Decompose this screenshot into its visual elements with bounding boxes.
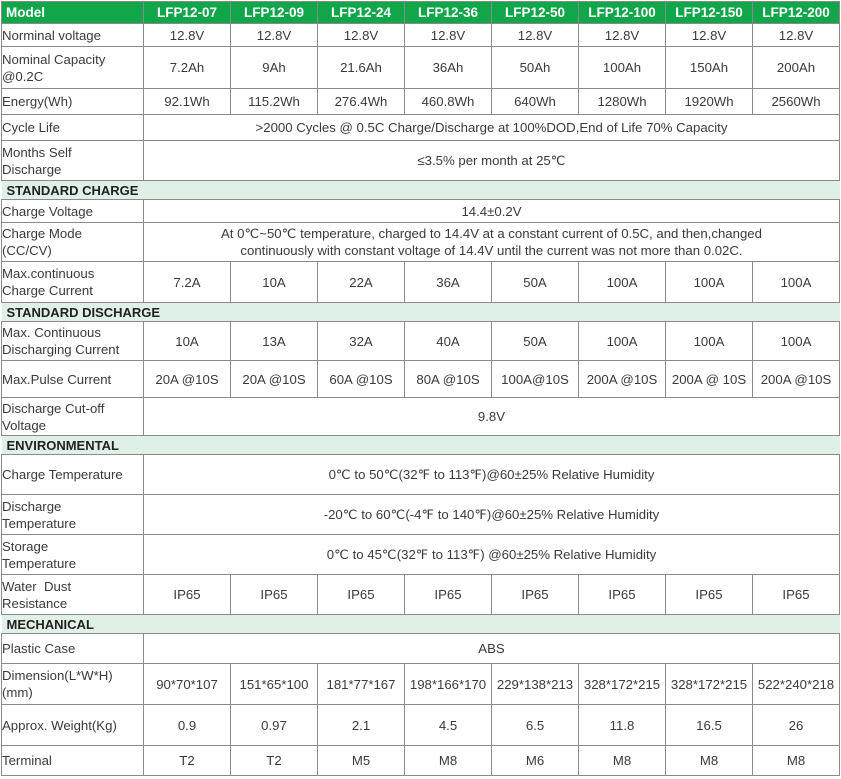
row-max-pulse-current	[2, 361, 840, 398]
cell-value: 21.6Ah	[318, 47, 405, 89]
row-charge-voltage	[2, 200, 840, 223]
cell-value-span: ≤3.5% per month at 25℃	[144, 141, 840, 181]
row-label	[2, 141, 144, 181]
cell-value: 200A @ 10S	[666, 361, 753, 398]
cell-value: 6.5	[492, 705, 579, 746]
row-label-line: Charge Mode	[2, 226, 82, 241]
section-standard-charge	[2, 181, 840, 200]
row-label	[2, 535, 144, 575]
row-label-line: Charge Current	[2, 283, 93, 298]
row-label-line: Dimension(L*W*H)	[2, 668, 113, 683]
cell-value: 1920Wh	[666, 89, 753, 115]
row-label-line: Max. Continuous	[2, 325, 101, 340]
cell-value: IP65	[492, 575, 579, 615]
row-label-line: Discharging Current	[2, 342, 120, 357]
row-label: Approx. Weight(Kg)	[2, 705, 144, 746]
cell-value: 276.4Wh	[318, 89, 405, 115]
model-header-lfp12-36: LFP12-36	[405, 2, 492, 24]
cell-value: 0.9	[144, 705, 231, 746]
cell-value-span: -20℃ to 60℃(-4℉ to 140℉)@60±25% Relative Humidity	[144, 495, 840, 535]
cell-value-line: At 0℃~50℃ temperature, charged to 14.4V at a constant current of 0.5C, and then,changed	[221, 226, 762, 241]
cell-value-span: >2000 Cycles @ 0.5C Charge/Discharge at 100%DOD,End of Life 70% Capacity	[144, 115, 840, 141]
cell-value: 7.2A	[144, 262, 231, 303]
cell-value: 100A	[753, 262, 840, 303]
section-title: STANDARD CHARGE	[2, 181, 840, 200]
cell-value-span	[144, 223, 840, 262]
cell-value: 12.8V	[318, 24, 405, 47]
section-title: ENVIRONMENTAL	[2, 436, 840, 455]
row-label	[2, 322, 144, 361]
cell-value: M8	[405, 746, 492, 776]
cell-value: 12.8V	[231, 24, 318, 47]
section-title: STANDARD DISCHARGE	[2, 303, 840, 322]
cell-value: 20A @10S	[231, 361, 318, 398]
row-label: Plastic Case	[2, 634, 144, 664]
cell-value: 12.8V	[753, 24, 840, 47]
cell-value: 22A	[318, 262, 405, 303]
model-header-lfp12-200: LFP12-200	[753, 2, 840, 24]
row-label: Terminal	[2, 746, 144, 776]
row-charge-temperature	[2, 455, 840, 495]
row-self-discharge	[2, 141, 840, 181]
cell-value: 100A	[666, 262, 753, 303]
section-mechanical	[2, 615, 840, 634]
row-dimension	[2, 664, 840, 705]
cell-value: IP65	[144, 575, 231, 615]
cell-value: 12.8V	[492, 24, 579, 47]
cell-value: 2.1	[318, 705, 405, 746]
model-header-lfp12-24: LFP12-24	[318, 2, 405, 24]
model-header: Model	[2, 2, 144, 24]
cell-value: 150Ah	[666, 47, 753, 89]
row-label-line: Months Self	[2, 144, 72, 160]
cell-value: 90*70*107	[144, 664, 231, 705]
row-cycle-life	[2, 115, 840, 141]
cell-value: 12.8V	[666, 24, 753, 47]
row-label: Cycle Life	[2, 115, 144, 141]
row-label-line: Discharge	[2, 498, 62, 514]
cell-value: 36Ah	[405, 47, 492, 89]
row-label	[2, 664, 144, 705]
cell-value: M8	[666, 746, 753, 776]
row-label: Energy(Wh)	[2, 89, 144, 115]
cell-value: 36A	[405, 262, 492, 303]
cell-value: 2560Wh	[753, 89, 840, 115]
cell-value: 100A	[753, 322, 840, 361]
row-max-discharge-current	[2, 322, 840, 361]
cell-value: 50A	[492, 322, 579, 361]
section-standard-discharge	[2, 303, 840, 322]
row-label-line: Water Dust	[2, 578, 72, 594]
row-label-line: Discharge Cut-off	[2, 400, 105, 416]
cell-value: 640Wh	[492, 89, 579, 115]
cell-value: T2	[231, 746, 318, 776]
cell-value-span: 0℃ to 50℃(32℉ to 113℉)@60±25% Relative Humidity	[144, 455, 840, 495]
cell-value: 9Ah	[231, 47, 318, 89]
cell-value: 100A	[579, 322, 666, 361]
model-header-lfp12-50: LFP12-50	[492, 2, 579, 24]
row-label-line: (mm)	[2, 685, 33, 700]
row-label-line: Nominal Capacity	[2, 51, 106, 67]
row-label	[2, 575, 144, 615]
cell-value: 32A	[318, 322, 405, 361]
cell-value: 198*166*170	[405, 664, 492, 705]
cell-value: 200A @10S	[579, 361, 666, 398]
cell-value: 16.5	[666, 705, 753, 746]
cell-value: 328*172*215	[666, 664, 753, 705]
cell-value: M6	[492, 746, 579, 776]
model-header-lfp12-07: LFP12-07	[144, 2, 231, 24]
cell-value: 229*138*213	[492, 664, 579, 705]
row-label	[2, 262, 144, 303]
cell-value: M5	[318, 746, 405, 776]
row-label-line: Voltage	[2, 417, 46, 433]
row-terminal	[2, 746, 840, 776]
spec-table	[1, 1, 840, 776]
cell-value: 12.8V	[579, 24, 666, 47]
cell-value: 10A	[231, 262, 318, 303]
cell-value: 115.2Wh	[231, 89, 318, 115]
cell-value: 1280Wh	[579, 89, 666, 115]
row-label: Max.Pulse Current	[2, 361, 144, 398]
row-label-line: Storage	[2, 538, 49, 554]
row-label-line: Temperature	[2, 555, 77, 571]
cell-value: 460.8Wh	[405, 89, 492, 115]
cell-value: IP65	[753, 575, 840, 615]
row-label	[2, 398, 144, 436]
row-label-line: (CC/CV)	[2, 243, 52, 258]
row-label	[2, 47, 144, 89]
row-label	[2, 495, 144, 535]
cell-value: 40A	[405, 322, 492, 361]
cell-value: 200Ah	[753, 47, 840, 89]
row-label-line: Resistance	[2, 595, 68, 611]
cell-value: 100A	[666, 322, 753, 361]
cell-value: 522*240*218	[753, 664, 840, 705]
row-label	[2, 223, 144, 262]
row-nominal-capacity	[2, 47, 840, 89]
cell-value-span: 9.8V	[144, 398, 840, 436]
row-discharge-temperature	[2, 495, 840, 535]
row-label: Norminal voltage	[2, 24, 144, 47]
cell-value: 13A	[231, 322, 318, 361]
cell-value: IP65	[318, 575, 405, 615]
row-label-line: Max.continuous	[2, 266, 95, 281]
cell-value: IP65	[579, 575, 666, 615]
cell-value: 12.8V	[144, 24, 231, 47]
cell-value: 151*65*100	[231, 664, 318, 705]
model-header-lfp12-100: LFP12-100	[579, 2, 666, 24]
cell-value: M8	[753, 746, 840, 776]
cell-value: 92.1Wh	[144, 89, 231, 115]
row-plastic-case	[2, 634, 840, 664]
cell-value-line: continuously with constant voltage of 14.4V until the current was not more than 0.02C.	[240, 243, 743, 258]
cell-value: 10A	[144, 322, 231, 361]
cell-value: 12.8V	[405, 24, 492, 47]
cell-value: IP65	[231, 575, 318, 615]
cell-value: 26	[753, 705, 840, 746]
cell-value: 328*172*215	[579, 664, 666, 705]
section-title: MECHANICAL	[2, 615, 840, 634]
model-header-lfp12-150: LFP12-150	[666, 2, 753, 24]
model-header-lfp12-09: LFP12-09	[231, 2, 318, 24]
section-environmental	[2, 436, 840, 455]
row-nominal-voltage	[2, 24, 840, 47]
row-weight	[2, 705, 840, 746]
cell-value: 181*77*167	[318, 664, 405, 705]
cell-value-span: 14.4±0.2V	[144, 200, 840, 223]
row-label: Charge Voltage	[2, 200, 144, 223]
cell-value: 100A	[579, 262, 666, 303]
cell-value: 200A @10S	[753, 361, 840, 398]
cell-value: 100Ah	[579, 47, 666, 89]
cell-value: 0.97	[231, 705, 318, 746]
cell-value: T2	[144, 746, 231, 776]
row-energy	[2, 89, 840, 115]
cell-value-span: ABS	[144, 634, 840, 664]
cell-value: 4.5	[405, 705, 492, 746]
cell-value: 50Ah	[492, 47, 579, 89]
row-label-line: Discharge	[2, 161, 62, 177]
cell-value: 50A	[492, 262, 579, 303]
row-label-line: @0.2C	[2, 68, 44, 84]
row-storage-temperature	[2, 535, 840, 575]
cell-value: M8	[579, 746, 666, 776]
row-max-charge-current	[2, 262, 840, 303]
cell-value: 20A @10S	[144, 361, 231, 398]
row-label: Charge Temperature	[2, 455, 144, 495]
cell-value: 7.2Ah	[144, 47, 231, 89]
cell-value: IP65	[666, 575, 753, 615]
row-label-line: Temperature	[2, 515, 77, 531]
row-water-dust	[2, 575, 840, 615]
row-charge-mode	[2, 223, 840, 262]
cell-value: 80A @10S	[405, 361, 492, 398]
row-discharge-cutoff	[2, 398, 840, 436]
cell-value: 11.8	[579, 705, 666, 746]
header-row	[2, 2, 840, 24]
cell-value: 100A@10S	[492, 361, 579, 398]
cell-value: 60A @10S	[318, 361, 405, 398]
cell-value: IP65	[405, 575, 492, 615]
cell-value-span: 0℃ to 45℃(32℉ to 113℉) @60±25% Relative Humidity	[144, 535, 840, 575]
